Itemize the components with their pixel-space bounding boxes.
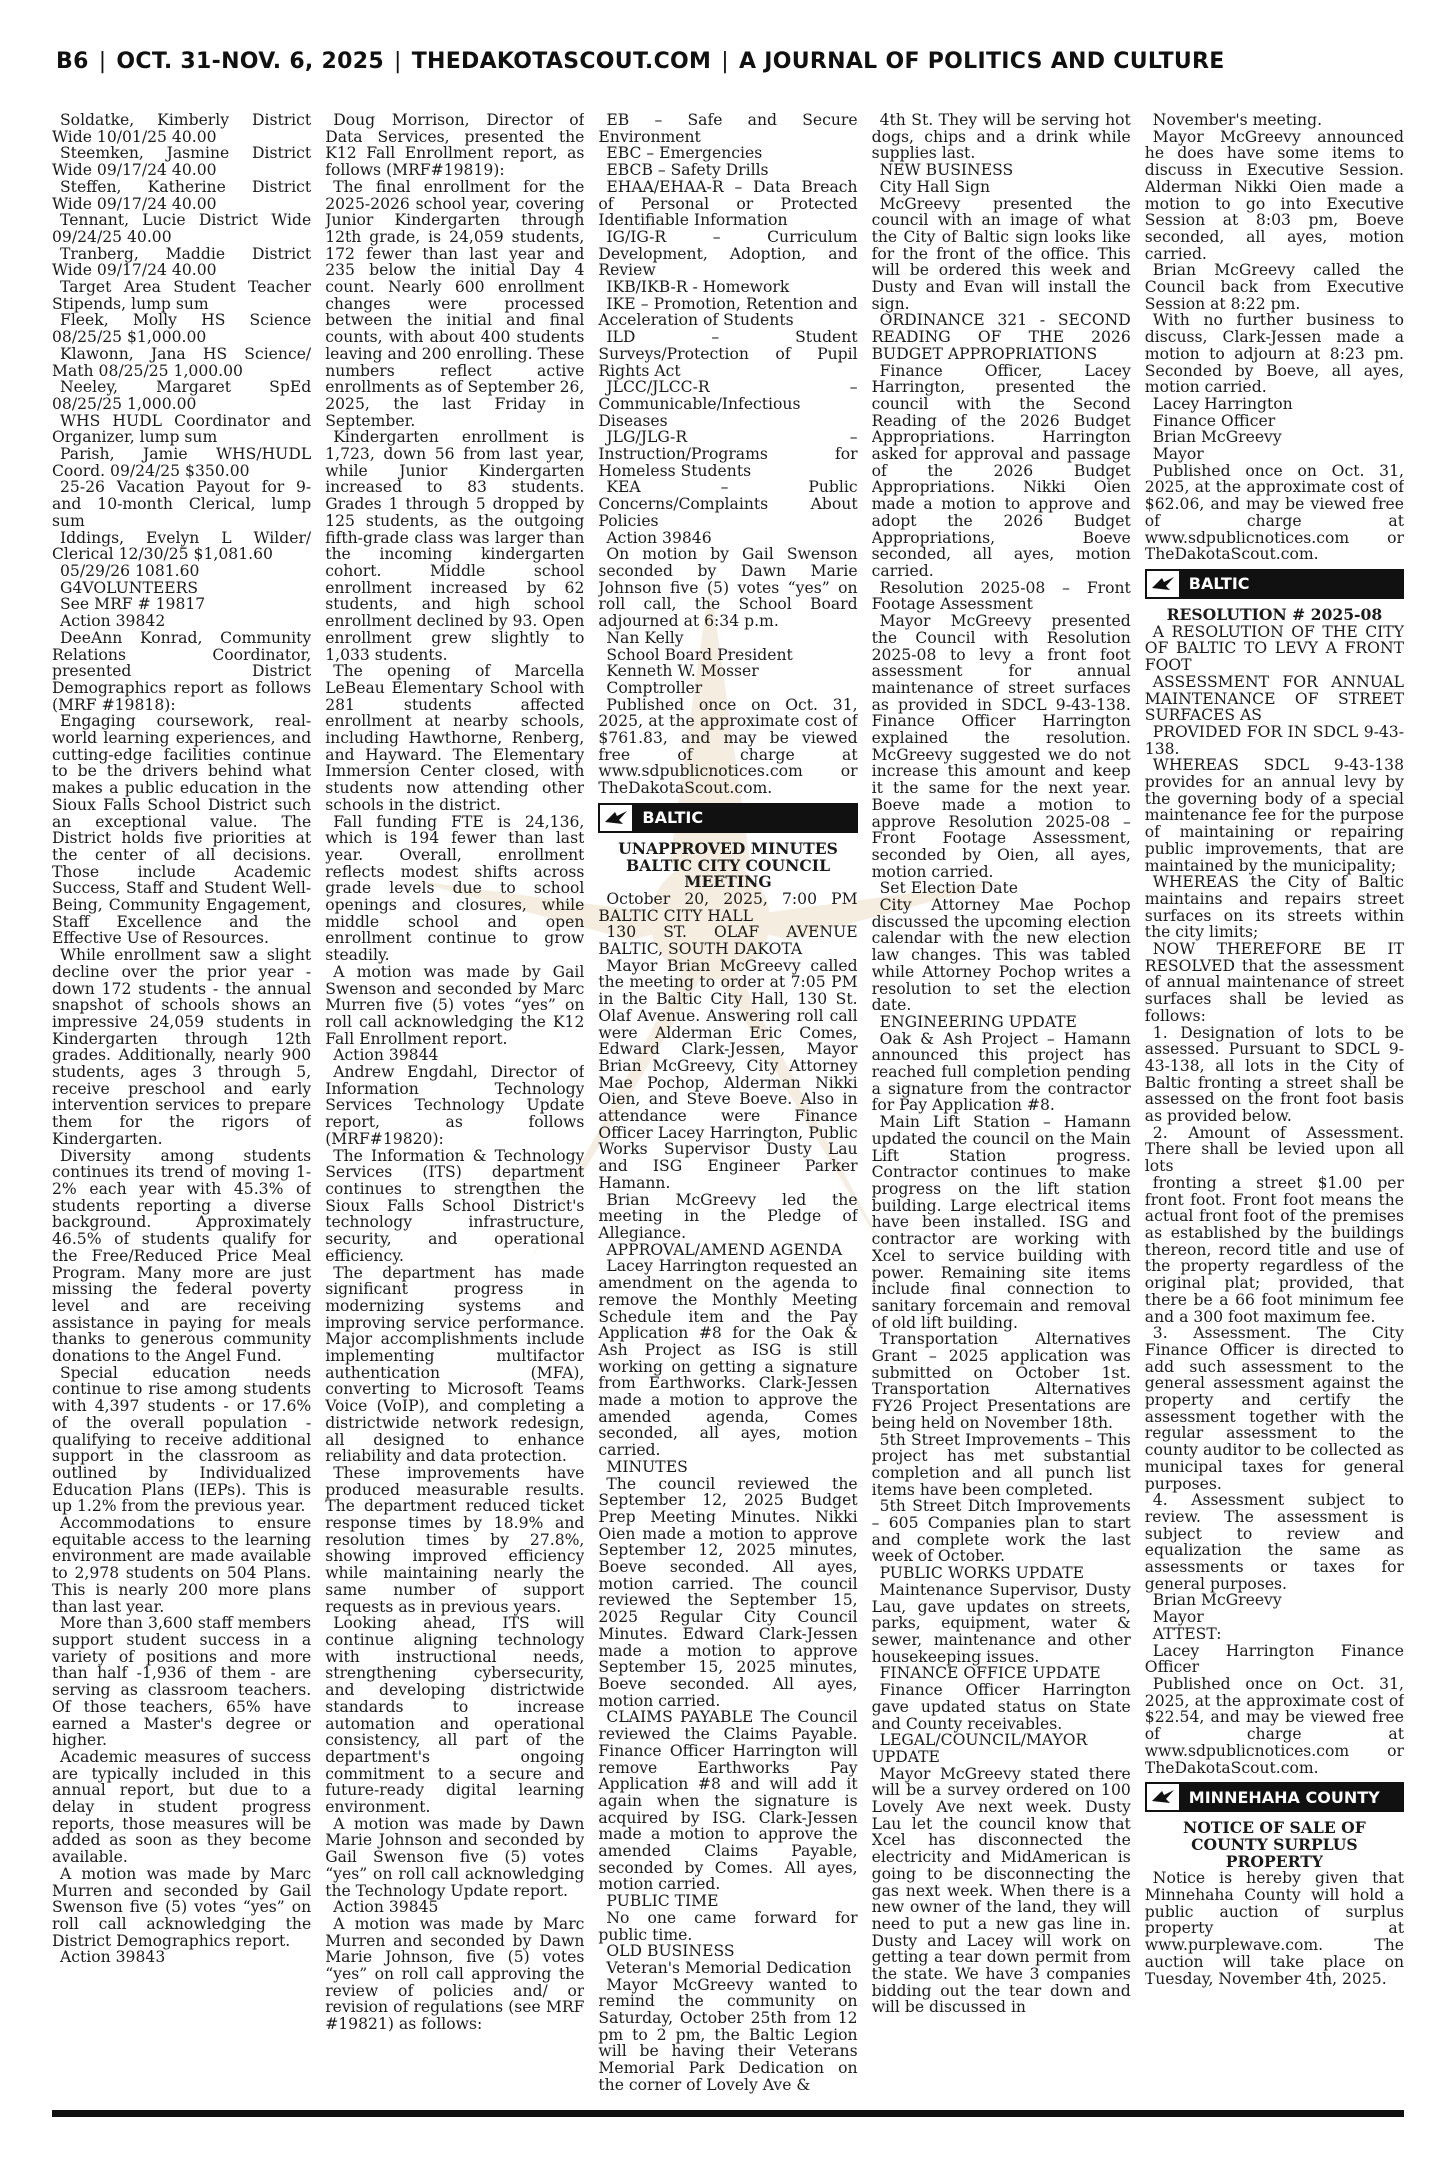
paragraph: 5th Street Improvements – This project has met substantial completion and all punch list items have been completed. — [871, 1430, 1131, 1499]
paragraph: Looking ahead, ITS will continue aligning technology with instructional needs, strengthening cybersecurity, and developing districtwide standards to increase automation and operational consistency, all part of the department's ongoing commitment to a secure and future-ready digital learning environment. — [325, 1614, 585, 1817]
paragraph: Accommodations to ensure equitable access to the learning environment are made available to 2,978 students on 504 Plans. This is nearly 200 more plans than last year. — [52, 1514, 312, 1616]
paragraph: See MRF # 19817 — [60, 595, 206, 614]
paragraph: 130 ST. OLAF AVENUE BALTIC, SOUTH DAKOTA — [598, 923, 858, 959]
paragraph: Set Election Date — [879, 879, 1018, 898]
paragraph: Steemken, Jasmine District Wide 09/17/24 40.00 — [52, 144, 312, 180]
paragraph: LEGAL/COUNCIL/MAYOR UPDATE — [871, 1731, 1088, 1766]
paragraph: CLAIMS PAYABLE The Council reviewed the Claims Payable. Finance Officer Harrington will remove Earthworks Pay Application #8 and will add it again when the signature is acquired by ISG. Clark-Jessen made a motion to approve the amended Claims Payable, seconded by Comes. All ayes, motion carried. — [598, 1708, 858, 1894]
paragraph: 1. Designation of lots to be assessed. Pursuant to SDCL 9-43-138, all lots in the City of Baltic fronting a street shall be assessed on the front foot basis as provided below. — [1144, 1023, 1404, 1126]
column-1 — [52, 112, 311, 2102]
paragraph: JLG/JLG-R – Instruction/Programs for Homeless Students — [598, 428, 858, 480]
paragraph: Tranberg, Maddie District Wide 09/17/24 40.00 — [52, 244, 312, 280]
paragraph: Action 39844 — [333, 1046, 439, 1065]
paragraph: Brian McGreevy led the meeting in the Pledge of Allegiance. — [598, 1190, 858, 1242]
paragraph: Andrew Engdahl, Director of Information Technology Services Technology Update report, as follows (MRF#19820): — [325, 1063, 585, 1148]
section-bar-minnehaha — [1145, 1782, 1404, 1812]
paragraph: Transportation Alternatives Grant – 2025 application was submitted on October 1st. Transportation Alternatives FY26 Project Presentations are being held on November 18th. — [871, 1330, 1131, 1432]
paragraph: PROVIDED FOR IN SDCL 9-43-138. — [1144, 722, 1404, 758]
paragraph: Lacey Harrington — [1152, 394, 1293, 413]
paragraph: On motion by Gail Swenson seconded by Dawn Marie Johnson five (5) votes “yes” on roll call, the School Board adjourned at 6:34 p.m. — [598, 545, 858, 631]
paragraph: Published once on Oct. 31, 2025, at the approximate cost of $62.06, and may be viewed free of charge at www.sdpublicnotices.com or TheDakotaScout.com. — [1144, 461, 1404, 564]
header-separator: | — [721, 48, 729, 74]
paragraph: Finance Officer, Lacey Harrington, presented the council with the Second Reading of the 2026 Budget Appropriations. Harrington asked for approval and passage of the 2026 Budget Appropriations. Nikki Oien made a motion to approve and adopt the 2026 Budget Appropriations, Boeve seconded, all ayes, motion carried. — [871, 361, 1131, 580]
paragraph: While enrollment saw a slight decline over the prior year - down 172 students - the annual snapshot of schools shows an impressive 24,059 students in Kindergarten through 12th grades. Additionally, nearly 900 students, ages 3 through 5, receive preschool and early intervention services to prepare them for the rigors of Kindergarten. — [52, 946, 312, 1148]
paragraph: Mayor McGreevy announced he does have some items to discuss in Executive Session. Alderman Nikki Oien made a motion to go into Executive Session at 8:03 pm, Boeve seconded, all ayes, motion carried. — [1144, 127, 1404, 263]
bottom-rule — [52, 2110, 1404, 2117]
paragraph: NEW BUSINESS — [879, 161, 1014, 180]
scout-logo-icon — [1145, 1782, 1181, 1812]
paragraph: PUBLIC TIME — [606, 1892, 719, 1911]
paragraph: OLD BUSINESS — [606, 1942, 735, 1961]
paragraph: Tennant, Lucie District Wide 09/24/25 40.00 — [52, 211, 312, 246]
resolution-heading: RESOLUTION # 2025-08 — [1166, 604, 1383, 624]
paragraph: Published once on Oct. 31, 2025, at the approximate cost of $22.54, and may be viewed free of charge at www.sdpublicnotices.com or TheDakotaScout.com. — [1144, 1674, 1404, 1777]
paragraph: November's meeting. — [1152, 112, 1323, 129]
paragraph: Special education needs continue to rise among students with 4,397 students - or 17.6% of the overall population - qualifying to receive additional support in the classroom as outlined by Individualized Education Plans (IEPs). This is up 1.2% from the previous year. — [52, 1363, 312, 1516]
paragraph: EBC – Emergencies — [606, 144, 763, 163]
paragraph: 25-26 Vacation Payout for 9- and 10-month Clerical, lump sum — [52, 478, 312, 530]
paragraph: Action 39843 — [60, 1948, 166, 1967]
column-3 — [598, 112, 857, 2102]
paragraph: Brian McGreevy — [1152, 428, 1282, 447]
paragraph: ILD – Student Surveys/Protection of Pupil Rights Act — [598, 328, 858, 380]
paragraph: MINUTES — [606, 1457, 688, 1476]
paragraph: The council reviewed the September 12, 2025 Budget Prep Meeting Minutes. Nikki Oien made a motion to approve September 12, 2025 minutes, Boeve seconded. All ayes, motion carried. The council reviewed the September 15, 2025 Regular City Council Minutes. Edward Clark-Jessen made a motion to approve September 15, 2025 minutes, Boeve seconded. All ayes, motion carried. — [598, 1474, 858, 1710]
paragraph: ASSESSMENT FOR ANNUAL MAINTENANCE OF STREET SURFACES AS — [1144, 672, 1404, 725]
paragraph: PUBLIC WORKS UPDATE — [879, 1564, 1084, 1583]
paragraph: Brian McGreevy called the Council back from Executive Session at 8:22 pm. — [1144, 261, 1404, 313]
paragraph: Maintenance Supervisor, Dusty Lau, gave updates on streets, parks, equipment, water & sewer, maintenance and other housekeeping issues. — [871, 1580, 1131, 1666]
paragraph: FINANCE OFFICE UPDATE — [879, 1664, 1101, 1683]
paragraph: Action 39842 — [60, 612, 166, 631]
paragraph: Brian McGreevy — [1152, 1591, 1282, 1610]
paragraph: EB – Safe and Secure Environment — [598, 112, 858, 146]
paragraph: fronting a street $1.00 per front foot. Front foot means the actual front foot of the premises as established by the buildings thereon, record title and use of the property regardless of the original plat; provided, that there be a 66 foot minimum fee and a 300 foot maximum fee. — [1144, 1173, 1404, 1326]
paragraph: WHS HUDL Coordinator and Organizer, lump sum — [52, 411, 312, 447]
paragraph: These improvements have produced measurable results. The department reduced ticket response times by 18.9% and resolution times by 27.8%, showing improved efficiency while maintaining nearly the same number of support requests as in previous years. — [325, 1463, 585, 1616]
paragraph: G4VOLUNTEERS — [60, 578, 199, 597]
paragraph: With no further business to discuss, Clark-Jessen made a motion to adjourn at 8:23 pm. Seconded by Boeve, all ayes, motion carried. — [1144, 311, 1404, 397]
paragraph: Steffen, Katherine District Wide 09/17/24 40.00 — [52, 177, 312, 213]
paragraph: EHAA/EHAA-R – Data Breach of Personal or Protected Identifiable Information — [598, 177, 858, 230]
column-4 — [872, 112, 1131, 2102]
header-separator: | — [393, 48, 402, 74]
paragraph: A motion was made by Gail Swenson and seconded by Marc Murren five (5) votes “yes” on roll call acknowledging the K12 Fall Enrollment report. — [325, 962, 585, 1048]
scout-logo-icon — [1145, 569, 1181, 599]
paragraph: Mayor — [1152, 445, 1204, 464]
header-separator: | — [98, 48, 107, 74]
notice-heading: UNAPPROVED MINUTES BALTIC CITY COUNCIL MEETING — [618, 838, 838, 892]
paragraph: No one came forward for public time. — [598, 1908, 858, 1944]
paragraph: IKE – Promotion, Retention and Acceleration of Students — [598, 294, 858, 330]
column-5 — [1145, 112, 1404, 2102]
paragraph: Mayor — [1152, 1608, 1204, 1627]
paragraph: Iddings, Evelyn L Wilder/ Clerical 12/30/25 $1,081.60 — [52, 528, 312, 564]
paragraph: Parish, Jamie WHS/HUDL Coord. 09/24/25 $350.00 — [52, 445, 312, 480]
page-number: B6 — [56, 48, 89, 74]
paragraph: Lacey Harrington Finance Officer — [1144, 1641, 1404, 1677]
paragraph: Target Area Student Teacher Stipends, lump sum — [52, 278, 312, 313]
paragraph: Soldatke, Kimberly District Wide 10/01/25 40.00 — [52, 112, 312, 146]
paragraph: 05/29/26 1081.60 — [60, 561, 200, 580]
scout-logo-icon — [598, 803, 634, 833]
paragraph: Resolution 2025-08 – Front Footage Assessment — [871, 578, 1131, 614]
paragraph: Main Lift Station – Hamann updated the council on the Main Lift Station progress. Contractor continues to make progress on the lift station building. Large electrical items have been installed. ISG and contractor are working with Xcel to service building with power. Remaining site items include final connection to sanitary forcemain and removal of old lift building. — [871, 1113, 1131, 1332]
paragraph: WHEREAS SDCL 9-43-138 provides for an annual levy by the governing body of a special maintenance fee for the purpose of maintaining or repairing public improvements, that are maintained by the municipality; — [1144, 756, 1404, 875]
paragraph: ATTEST: — [1152, 1624, 1222, 1643]
paragraph: City Hall Sign — [879, 177, 991, 196]
paragraph: EBCB – Safety Drills — [606, 161, 769, 180]
paragraph: 4th St. They will be serving hot dogs, chips and a drink while supplies last. — [871, 112, 1131, 163]
paragraph: ENGINEERING UPDATE — [879, 1012, 1077, 1031]
paragraph: Published once on Oct. 31, 2025, at the approximate cost of $761.83, and may be viewed free of charge at www.sdpublicnotices.com or TheDakotaScout.com. — [598, 695, 858, 798]
paragraph: A motion was made by Marc Murren and seconded by Gail Swenson five (5) votes “yes” on roll call acknowledging the District Demographics report. — [52, 1864, 312, 1950]
section-label: MINNEHAHA COUNTY — [1188, 1787, 1380, 1807]
paragraph: WHEREAS the City of Baltic maintains and repairs street surfaces on its streets within the city limits; — [1144, 873, 1404, 942]
paragraph: Action 39845 — [333, 1898, 439, 1917]
paragraph: October 20, 2025, 7:00 PM BALTIC CITY HALL — [598, 889, 858, 925]
issue-date: OCT. 31-NOV. 6, 2025 — [116, 48, 384, 74]
paragraph: School Board President — [606, 645, 793, 664]
section-bar-baltic — [598, 803, 857, 833]
paragraph: 4. Assessment subject to review. The assessment is subject to review and equalization the same as assessments or taxes for general purposes. — [1144, 1491, 1404, 1593]
paragraph: Mayor McGreevy presented the Council with Resolution 2025-08 to levy a front foot assessment for annual maintenance of street surfaces as provided in SDCL 9-43-138. Finance Officer Harrington explained the resolution. McGreevy suggested we do not increase this amount and keep it the same for the next year. Boeve made a motion to approve Resolution 2025-08 – Front Footage Assessment, seconded by Oien, all ayes, motion carried. — [871, 612, 1131, 881]
paragraph: IG/IG-R – Curriculum Development, Adoption, and Review — [598, 227, 858, 280]
paragraph: Kindergarten enrollment is 1,723, down 56 from last year, while Junior Kindergarten increased to 83 students. Grades 1 through 5 dropped by 125 students, as the outgoing fifth-grade class was larger than the incoming kindergarten cohort. Middle school enrollment increased by 62 students, and high school enrollment declined by 93. Open enrollment grew slightly to 1,033 students. — [325, 428, 585, 664]
paragraph: Academic measures of success are typically included in this annual report, but due to a delay in student progress reports, those measures will be added as soon as they become available. — [52, 1747, 312, 1867]
paragraph: A motion was made by Dawn Marie Johnson and seconded by Gail Swenson five (5) votes “yes” on roll call acknowledging the Technology Update report. — [325, 1814, 585, 1900]
section-bar-baltic — [1145, 569, 1404, 599]
paragraph: Mayor McGreevy wanted to remind the community on Saturday, October 25th from 12 pm to 2 pm, the Baltic Legion will be having their Veterans Memorial Park Dedication on the corner of Lovely Ave & — [598, 1975, 858, 2094]
column-2 — [325, 112, 584, 2102]
paragraph: Notice is hereby given that Minnehaha County will hold a public auction of surplus property at www.purplewave.com. The auction will take place on Tuesday, November 4th, 2025. — [1144, 1869, 1404, 1988]
paragraph: Klawonn, Jana HS Science/ Math 08/25/25 1,000.00 — [52, 344, 312, 380]
paragraph: A motion was made by Marc Murren and seconded by Dawn Marie Johnson, five (5) votes “yes” on roll call approving the review of policies and/ or revision of regulations (see MRF #19821) as follows: — [325, 1914, 585, 2034]
paragraph: The opening of Marcella LeBeau Elementary School with 281 students affected enrollment at nearby schools, including Hawthorne, Renberg, and Hayward. The Elementary Immersion Center closed, with students now attending other schools in the district. — [325, 662, 585, 814]
paragraph: A RESOLUTION OF THE CITY OF BALTIC TO LEVY A FRONT FOOT — [1144, 622, 1404, 675]
paragraph: JLCC/JLCC-R – Communicable/Infectious Diseases — [598, 378, 858, 430]
paragraph: Veteran's Memorial Dedication — [606, 1958, 852, 1977]
paragraph: Diversity among students continues its trend of moving 1-2% each year with 45.3% of students reporting a diverse background. Approximately 46.5% of students qualify for the Free/Reduced Price Meal Program. Many more are just missing the federal poverty level and are receiving assistance in paying for meals thanks to generous community donations to the Angel Fund. — [52, 1146, 312, 1366]
paragraph: Kenneth W. Mosser — [606, 662, 759, 681]
paragraph: Fleek, Molly HS Science 08/25/25 $1,000.00 — [52, 311, 312, 347]
paragraph: Oak & Ash Project – Hamann announced this project has reached full completion pending a signature from the contractor for Pay Application #8. — [871, 1029, 1131, 1115]
paragraph: More than 3,600 staff members support student success in a variety of positions and more than half -1,936 of them - are serving as classroom teachers. Of those teachers, 65% have earned a Master's degree or higher. — [52, 1614, 312, 1750]
paragraph: 3. Assessment. The City Finance Officer is directed to add such assessment to the general assessment against the property and certify the assessment together with the regular assessment to the county auditor to be collected as municipal taxes for general purposes. — [1144, 1324, 1404, 1493]
paragraph: Doug Morrison, Director of Data Services, presented the K12 Fall Enrollment report, as follows (MRF#19819): — [325, 112, 585, 180]
paragraph: IKB/IKB-R - Homework — [606, 278, 790, 297]
paragraph: Finance Officer Harrington gave updated status on State and County receivables. — [871, 1681, 1131, 1733]
notice-heading: NOTICE OF SALE OF COUNTY SURPLUS PROPERTY — [1182, 1818, 1366, 1871]
paragraph: Nan Kelly — [606, 628, 684, 647]
paragraph: Finance Officer — [1152, 411, 1276, 430]
page-header — [56, 44, 1416, 78]
site-name: THEDAKOTASCOUT.COM — [411, 48, 712, 74]
paragraph: The department has made significant progress in modernizing systems and improving service performance. Major accomplishments include implementing multifactor authentication (MFA), converting to Microsoft Teams Voice (VoIP), and completing a districtwide network redesign, all designed to enhance reliability and data protection. — [325, 1263, 585, 1466]
paragraph: The final enrollment for the 2025-2026 school year, covering Junior Kindergarten through 12th grade, is 24,059 students, 172 fewer than last year and 235 below the initial Day 4 count. Nearly 600 enrollment changes were processed between the initial and final counts, with about 400 students leaving and 200 enrolling. These numbers reflect active enrollments as of September 26, 2025, the last Friday in September. — [325, 177, 585, 430]
section-label: BALTIC — [1188, 574, 1250, 594]
paragraph: KEA – Public Concerns/Complaints About Policies — [598, 478, 858, 530]
paragraph: Comptroller — [606, 678, 703, 697]
paragraph: NOW THEREFORE BE IT RESOLVED that the assessment of annual maintenance of street surfaces shall be levied as follows: — [1144, 940, 1404, 1025]
tagline: A JOURNAL OF POLITICS AND CULTURE — [738, 48, 1225, 74]
article-columns — [52, 112, 1404, 2102]
paragraph: The Information & Technology Services (ITS) department continues to strengthen the Sioux Falls School District's technology infrastructure, security, and operational efficiency. — [325, 1146, 585, 1265]
paragraph: Action 39846 — [606, 528, 712, 547]
paragraph: ORDINANCE 321 - SECOND READING OF THE 2026 BUDGET APPROPRIATIONS — [871, 311, 1131, 363]
paragraph: APPROVAL/AMEND AGENDA — [606, 1240, 843, 1259]
paragraph: Mayor McGreevy stated there will be a survey ordered on 100 Lovely Ave next week. Dusty Lau let the council know that Xcel has disconnected the electricity and MidAmerican is going to be disconnecting the gas next week. When there is a new owner of the land, they will need to put a new gas line in. Dusty and Lacey will work on getting a tear down permit from the state. We have 3 companies bidding out the tear down and will be discussed in — [871, 1764, 1131, 2017]
paragraph: Lacey Harrington requested an amendment on the agenda to remove the Monthly Meeting Schedule item and the Pay Application #8 for the Oak & Ash Project as ISG is still working on getting a signature from Earthworks. Clark-Jessen made a motion to approve the amended agenda, Comes seconded, all ayes, motion carried. — [598, 1257, 858, 1460]
section-label: BALTIC — [642, 808, 704, 828]
paragraph: Engaging coursework, real-world learning experiences, and cutting-edge facilities continue to be the drivers behind what makes a public education in the Sioux Falls School District such an exceptional value. The District holds five priorities at the center of all decisions. Those include Academic Success, Staff and Student Well-Being, Community Engagement, Staff Excellence and the Effective Use of Resources. — [52, 712, 312, 948]
paragraph: 2. Amount of Assessment. There shall be levied upon all lots — [1144, 1123, 1404, 1176]
paragraph: City Attorney Mae Pochop discussed the upcoming election calendar with the new election law changes. This was tabled while Attorney Pochop writes a resolution to set the election date. — [871, 896, 1131, 1015]
paragraph: Neeley, Margaret SpEd 08/25/25 1,000.00 — [52, 378, 312, 413]
paragraph: 5th Street Ditch Improvements – 605 Companies plan to start and complete work the last week of October. — [871, 1497, 1131, 1566]
paragraph: McGreevy presented the council with an image of what the City of Baltic sign looks like for the front of the office. This will be ordered this week and Dusty and Evan will install the sign. — [871, 194, 1131, 313]
paragraph: Fall funding FTE is 24,136, which is 194 fewer than last year. Overall, enrollment reflects modest shifts across grade levels due to school openings and closures, while middle school and open enrollment continue to grow steadily. — [325, 812, 585, 965]
paragraph: DeeAnn Konrad, Community Relations Coordinator, presented District Demographics report as follows (MRF #19818): — [52, 628, 312, 714]
paragraph: Mayor Brian McGreevy called the meeting to order at 7:05 PM in the Baltic City Hall, 130 St. Olaf Avenue. Answering roll call were Alderman Eric Comes, Edward Clark-Jessen, Mayor Brian McGreevy, City Attorney Mae Pochop, Alderman Nikki Oien, and Steve Boeve. Also in attendance were Finance Officer Lacey Harrington, Public Works Supervisor Dusty Lau and ISG Engineer Parker Hamann. — [598, 956, 858, 1192]
